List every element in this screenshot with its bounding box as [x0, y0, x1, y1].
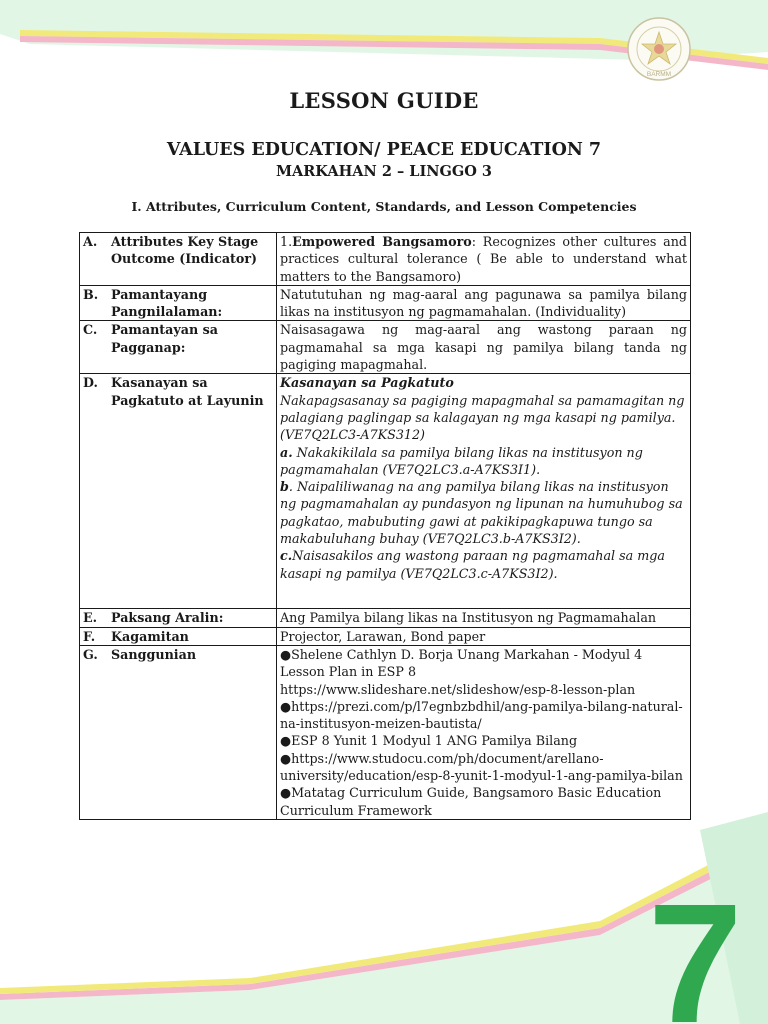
lesson-guide-table: [79, 232, 691, 820]
row-label-text: Pamantayang Pangnilalaman:: [111, 286, 223, 320]
subject-title: VALUES EDUCATION/ PEACE EDUCATION 7: [166, 140, 602, 160]
objective-text: Nakakikilala sa pamilya bilang likas na institusyon ng pagmamahalan (VE7Q2LC3.a-A7KS3I1).: [280, 444, 643, 477]
row-label-text: Kasanayan sa Pagkatuto at Layunin: [111, 375, 264, 408]
table-row: [80, 645, 691, 819]
row-letter: A.: [83, 234, 98, 249]
row-letter: B.: [83, 286, 99, 302]
content-bold: Empowered Bangsamoro: [292, 234, 472, 249]
reference-link[interactable]: https://www.slideshare.net/slideshow/esp-8-lesson-plan: [280, 681, 636, 697]
quarter-week: MARKAHAN 2 – LINGGO 3: [275, 163, 493, 180]
row-letter: D.: [83, 375, 98, 391]
table-row: [80, 627, 691, 645]
row-letter: F.: [83, 628, 96, 644]
row-label-text: Attributes Key Stage Outcome (Indicator): [111, 234, 259, 267]
row-content: [277, 233, 691, 286]
reference-link[interactable]: ●https://www.studocu.com/ph/document/arellano-university/education/esp-8-yunit-1-modyul-1-ang-pamilya-bilan: [280, 750, 683, 784]
table-row: [80, 285, 691, 321]
row-label-text: Sanggunian: [111, 646, 197, 662]
row-letter: G.: [83, 646, 98, 662]
row-content: [277, 374, 691, 609]
objective-item: [280, 478, 687, 547]
row-content: Natututuhan ng mag-aaral ang pagunawa sa pamilya bilang likas na institusyon ng pagmamahalan. (Individuality): [277, 285, 691, 321]
objective-marker: a.: [280, 444, 293, 460]
reference-link[interactable]: ●https://prezi.com/p/l7egnbzbdhil/ang-pamilya-bilang-natural-na-institusyon-meizen-bautista/: [280, 698, 683, 732]
table-row: [80, 233, 691, 286]
competency-intro: Nakapagsasanay sa pagiging mapagmahal sa pamamagitan ng palagiang paglingap sa kalagayan ng mga kasapi ng pamilya. (VE7Q2LC3-A7KS312): [280, 392, 685, 443]
reference-item: ●Shelene Cathlyn D. Borja Unang Markahan - Modyul 4 Lesson Plan in ESP 8: [280, 646, 643, 680]
row-letter: C.: [83, 322, 98, 338]
competency-heading: Kasanayan sa Pagkatuto: [280, 375, 454, 391]
row-content: Projector, Larawan, Bond paper: [277, 627, 691, 645]
content-number: 1.: [280, 234, 293, 249]
objective-marker: c.: [280, 548, 293, 564]
table-row: [80, 374, 691, 609]
row-content: Naisasagawa ng mag-aaral ang wastong paraan ng pagmamahal sa mga kasapi ng pamilya bilang tanda ng pagiging mapagmahal.: [277, 321, 691, 374]
row-label: [80, 285, 277, 321]
row-label: [80, 321, 277, 374]
grade-seven-badge: 7: [648, 869, 743, 1024]
table-row: [80, 321, 691, 374]
objective-item: [280, 444, 687, 479]
barmm-seal-icon: [626, 16, 692, 82]
row-label: [80, 609, 277, 627]
reference-item: ●ESP 8 Yunit 1 Modyul 1 ANG Pamilya Bilang: [280, 733, 578, 749]
row-label-text: Kagamitan: [111, 628, 189, 644]
content-text: : Recognizes other cultures and practices cultural tolerance ( Be able to understand what matters to the Bangsamoro): [280, 234, 687, 284]
section-heading: I. Attributes, Curriculum Content, Standards, and Lesson Competencies: [131, 199, 637, 214]
row-label-text: Pamantayan sa Pagganap:: [111, 322, 218, 355]
row-label: [80, 645, 277, 819]
row-label-text: Paksang Aralin:: [111, 610, 224, 626]
row-label: [80, 233, 277, 286]
document-title: LESSON GUIDE: [289, 88, 479, 113]
row-label: [80, 374, 277, 609]
objective-marker: b: [280, 479, 289, 495]
row-content: [277, 645, 691, 819]
row-content: Ang Pamilya bilang likas na Institusyon ng Pagmamahalan: [277, 609, 691, 627]
row-label: [80, 627, 277, 645]
seal-ring-text: BARMM: [646, 71, 672, 78]
reference-item: ●Matatag Curriculum Guide, Bangsamoro Basic Education Curriculum Framework: [280, 785, 662, 818]
table-row: [80, 609, 691, 627]
objective-text: Naisasakilos ang wastong paraan ng pagmamahal sa mga kasapi ng pamilya (VE7Q2LC3.c-A7KS3I2).: [280, 548, 665, 581]
objective-text: . Naipaliliwanag na ang pamilya bilang likas na institusyon ng pagmamahalan ay pundasyon ng lipunan na humuhubog sa pagkatao, mabubuting gawi at pakikipagkapuwa tungo sa makabuluhang buhay (VE7Q2LC3.b-A7KS3I2).: [280, 479, 683, 547]
objective-item: [280, 547, 687, 582]
row-letter: E.: [83, 610, 98, 626]
